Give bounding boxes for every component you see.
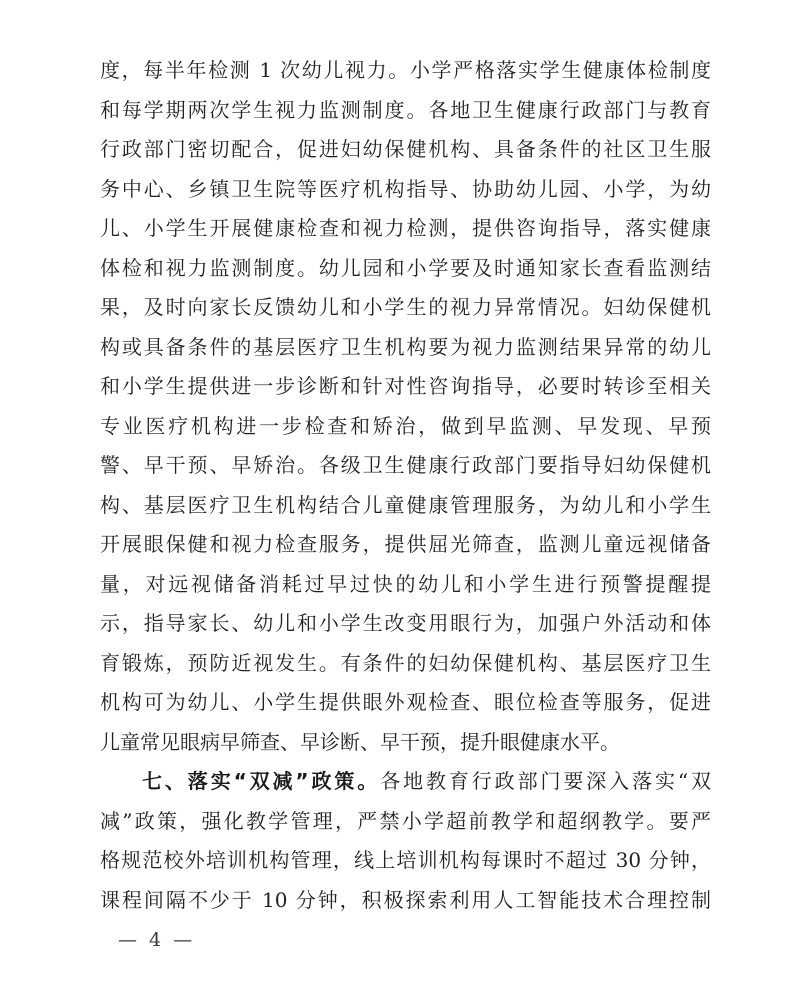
text-line xyxy=(100,91,711,131)
section-heading-text: 七、落实“双减”政策。 xyxy=(142,769,381,793)
body-text: 减”政策，强化教学管理，严禁小学超前教学和超纲教学。要严 xyxy=(100,808,711,833)
body-text: 开展眼保健和视力检查服务，提供屈光筛查，监测儿童远视储备 xyxy=(100,532,711,556)
text-line xyxy=(100,802,711,842)
body-text: 和小学生提供进一步诊断和针对性咨询指导，必要时转诊至相关 xyxy=(100,374,711,398)
body-text: 课程间隔不少于 10 分钟，积极探索利用人工智能技术合理控制 xyxy=(100,887,711,912)
body-text: 度，每半年检测 1 次幼儿视力。小学严格落实学生健康体检制度 xyxy=(100,58,711,82)
body-text: 各地教育行政部门要深入落实“双 xyxy=(380,769,711,793)
text-line xyxy=(100,328,711,368)
body-text: 构、基层医疗卫生机构结合儿童健康管理服务，为幼儿和小学生 xyxy=(100,492,711,517)
body-text: 机构可为幼儿、小学生提供眼外观检查、眼位检查等服务，促进 xyxy=(100,690,711,714)
text-line xyxy=(100,51,711,91)
body-text: 格规范校外培训机构管理，线上培训机构每课时不超过 30 分钟， xyxy=(100,848,711,872)
text-line xyxy=(100,644,711,684)
body-text: 育锻炼，预防近视发生。有条件的妇幼保健机构、基层医疗卫生 xyxy=(100,650,711,675)
body-text: 专业医疗机构进一步检查和矫治，做到早监测、早发现、早预 xyxy=(100,413,711,438)
body-text: 和每学期两次学生视力监测制度。各地卫生健康行政部门与教育 xyxy=(100,97,711,122)
text-line xyxy=(100,525,711,565)
text-line xyxy=(100,683,711,723)
text-line xyxy=(100,604,711,644)
body-text: 构或具备条件的基层医疗卫生机构要为视力监测结果异常的幼儿 xyxy=(100,334,711,359)
text-line xyxy=(100,565,711,605)
text-line xyxy=(100,446,711,486)
page-number: — 4 — xyxy=(118,929,196,951)
text-line xyxy=(100,367,711,407)
text-line xyxy=(100,249,711,289)
text-line xyxy=(100,209,711,249)
body-text: 务中心、乡镇卫生院等医疗机构指导、协助幼儿园、小学，为幼 xyxy=(100,176,711,201)
text-line xyxy=(100,407,711,447)
body-text: 量，对远视储备消耗过早过快的幼儿和小学生进行预警提醒提 xyxy=(100,571,711,596)
text-line xyxy=(100,881,711,921)
text-line xyxy=(100,288,711,328)
text-line xyxy=(100,170,711,210)
body-text: 警、早干预、早矫治。各级卫生健康行政部门要指导妇幼保健机 xyxy=(100,453,711,477)
text-line xyxy=(100,130,711,170)
body-text: 儿童常见眼病早筛查、早诊断、早干预，提升眼健康水平。 xyxy=(100,729,620,754)
body-text: 示，指导家长、幼儿和小学生改变用眼行为，加强户外活动和体 xyxy=(100,611,711,635)
text-line xyxy=(100,723,711,763)
text-line xyxy=(100,486,711,526)
body-text: 行政部门密切配合，促进妇幼保健机构、具备条件的社区卫生服 xyxy=(100,137,711,161)
text-line xyxy=(100,762,711,802)
body-text: 儿、小学生开展健康检查和视力检测，提供咨询指导，落实健康 xyxy=(100,216,711,240)
body-text: 体检和视力监测制度。幼儿园和小学要及时通知家长查看监测结 xyxy=(100,255,711,280)
body-text: 果，及时向家长反馈幼儿和小学生的视力异常情况。妇幼保健机 xyxy=(100,295,711,319)
text-line xyxy=(100,841,711,881)
document-body xyxy=(100,51,711,920)
